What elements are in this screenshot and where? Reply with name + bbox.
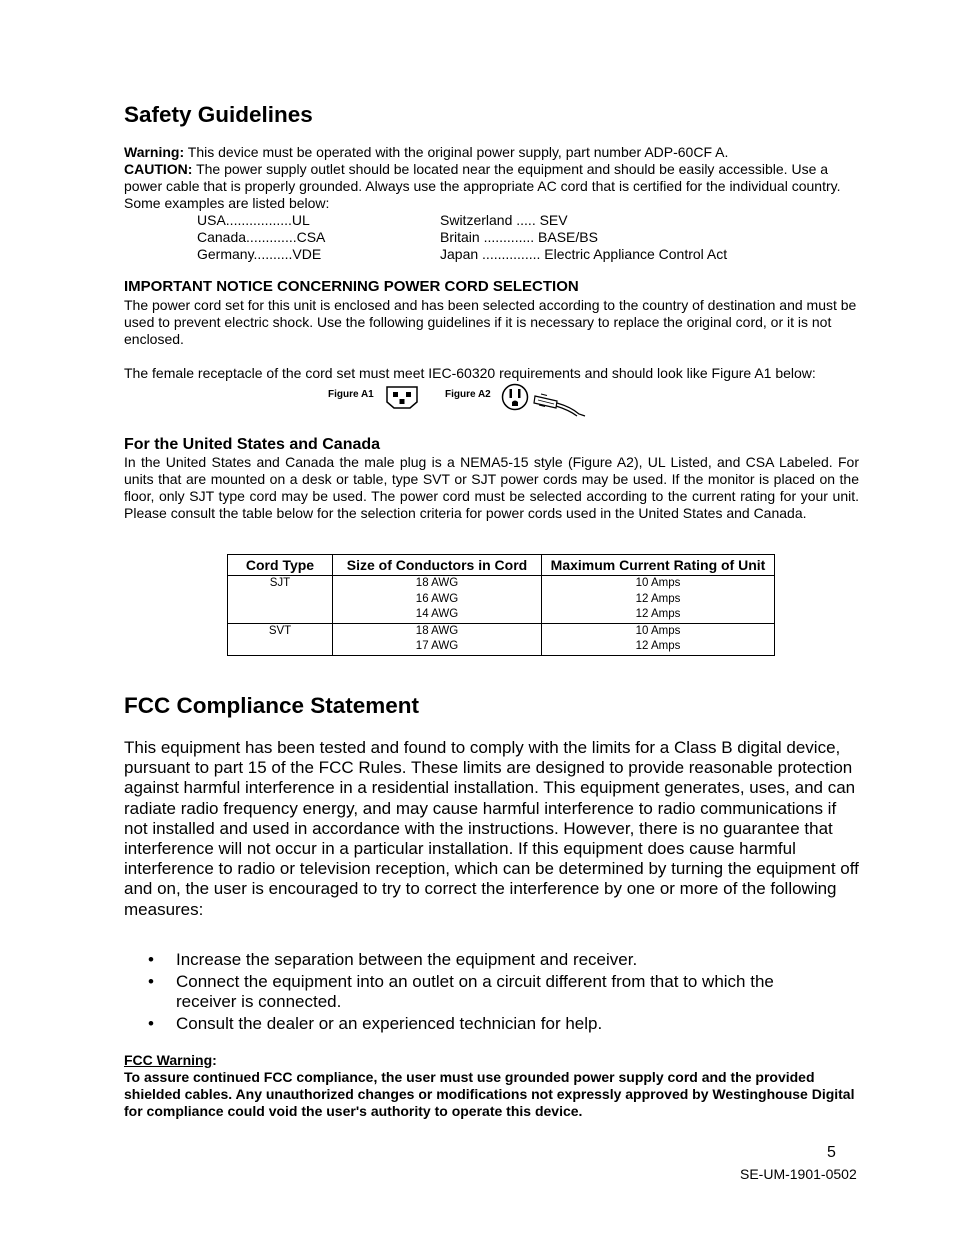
fcc-measures-list [124,950,824,1035]
example-right: Britain ............. BASE/BS [440,229,598,245]
figure-a1-label: Figure A1 [328,389,374,400]
receptacle-a1-icon [384,385,420,410]
conductor-size: 18 AWG [415,577,459,589]
fcc-paragraph: This equipment has been tested and found to comply with the limits for a Class B digital device, pursuant to part 15 of the FCC Rules. These limits are designed to provide reasonable protection against harmful interference in a residential installation. This equipment generates, uses, and can radiate radio frequency energy, and may cause harmful interference to radio communications if not installed and used in accordance with the instructions. However, there is no guarantee that interference will not occur in a particular installation. If this equipment does cause harmful interference to radio or television reception, which can be determined by turning the equipment off and on, the user is encouraged to try to correct the interference by one or more of the following measures: [124,738,859,919]
conductor-size: 17 AWG [415,640,459,652]
list-item [124,972,824,1012]
table-row [228,623,775,655]
conductor-size: 16 AWG [415,592,459,605]
plug-a2-icon [501,381,589,419]
example-right: Switzerland ..... SEV [440,212,568,228]
current-rating: 12 Amps [635,640,681,652]
table-header-cell: Size of Conductors in Cord [333,555,542,576]
power-cord-notice-heading: IMPORTANT NOTICE CONCERNING POWER CORD SELECTION [124,278,579,295]
example-row [124,246,859,263]
conductor-size-cell [333,576,542,624]
fcc-warning-label: FCC Warning [124,1052,213,1068]
example-left: Canada.............CSA [197,229,326,245]
measure-text: Consult the dealer or an experienced technician for help. [176,1013,603,1033]
example-row [124,212,859,229]
figure-a2-label: Figure A2 [445,389,491,400]
safety-body [124,144,859,263]
conductor-size: 14 AWG [415,608,459,620]
current-rating: 10 Amps [635,577,681,589]
page-number: 5 [827,1144,836,1161]
usa-canada-heading: For the United States and Canada [124,436,381,453]
example-left: Germany..........VDE [197,246,322,262]
caution-paragraph [124,161,859,212]
example-right: Japan ............... Electric Appliance Control Act [440,246,728,262]
fcc-warning-colon: : [212,1052,217,1068]
warning-line [124,144,859,161]
table-header-cell: Maximum Current Rating of Unit [542,555,775,576]
conductor-size-cell [333,623,542,655]
current-rating: 12 Amps [635,608,681,620]
usa-canada-paragraph: In the United States and Canada the male plug is a NEMA5-15 style (Figure A2), UL Listed, and CSA Labeled. For units that are mounted on a desk or table, type SVT or SJT power cords may be used. If the monitor is placed on the floor, only SJT type cord may be used. The power cord must be selected according to the current rating for your unit. Please consult the table below for the selection criteria for power cords used in the United States and Canada. [124,454,859,521]
fcc-warning-text: To assure continued FCC compliance, the user must use grounded power supply cord and the provided shielded cables. Any unauthorized changes or modifications not expressly approved by Westinghouse Digital for compliance could void the user's authority to operate this device. [124,1069,855,1119]
fcc-title: FCC Compliance Statement [124,693,420,718]
safety-title: Safety Guidelines [124,102,313,127]
table-header-row [228,555,775,576]
measure-text: Increase the separation between the equipment and receiver. [176,950,638,969]
warning-label: Warning: [124,144,185,160]
table-row [228,576,775,624]
fcc-warning-heading [124,1052,859,1069]
measure-text: Connect the equipment into an outlet on a circuit different from that to which the receiver is connected. [176,971,774,1011]
certification-examples [124,212,859,263]
warning-text: This device must be operated with the original power supply, part number ADP-60CF A. [184,144,729,160]
power-cord-table [227,554,775,656]
caution-text: The power supply outlet should be located near the equipment and should be easily accessible. Use a power cable that is properly grounded. Always use the appropriate AC cord that is certified for the individual country. Some examples are listed below: [124,161,841,211]
current-rating: 12 Amps [635,592,681,605]
bullet-icon: • [148,950,154,969]
current-rating: 10 Amps [635,624,681,637]
fcc-warning [124,1052,859,1120]
caution-label: CAUTION: [124,161,193,177]
document-id: SE-UM-1901-0502 [740,1166,857,1182]
list-item [124,950,824,970]
current-rating-cell [542,623,775,655]
example-left: USA.................UL [197,212,310,228]
receptacle-paragraph: The female receptacle of the cord set must meet IEC-60320 requirements and should look like Figure A1 below: [124,365,816,381]
current-rating-cell [542,576,775,624]
example-row [124,229,859,246]
power-cord-notice-paragraph: The power cord set for this unit is enclosed and has been selected according to the country of destination and must be used to prevent electric shock. Use the following guidelines if it is necessary to replace the original cord, or it is not enclosed. [124,297,857,347]
bullet-icon: • [148,971,154,991]
table-header-cell: Cord Type [228,555,333,576]
bullet-icon: • [148,1013,154,1033]
cord-type-cell: SVT [228,623,333,655]
list-item [124,1014,824,1034]
cord-type-cell: SJT [228,576,333,624]
conductor-size: 18 AWG [415,624,459,637]
